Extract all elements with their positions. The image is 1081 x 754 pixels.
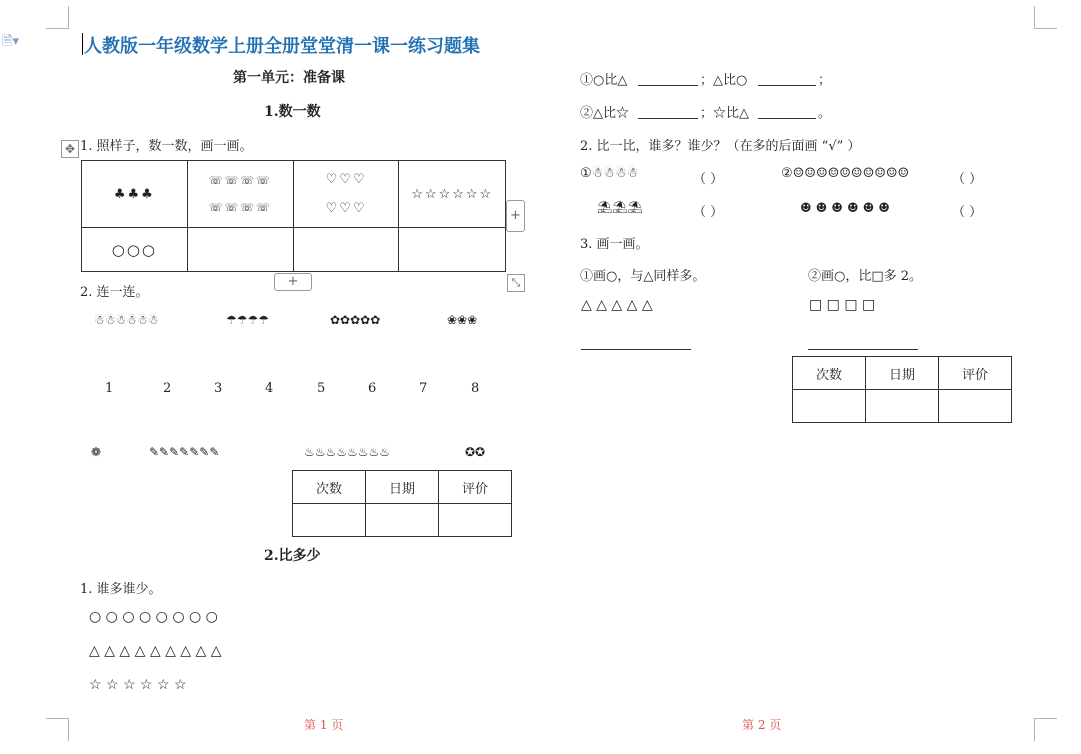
answer-blank[interactable] bbox=[638, 84, 698, 86]
cup-icons: ♨♨♨♨♨♨♨♨ bbox=[304, 445, 391, 459]
eval-cell[interactable] bbox=[439, 504, 512, 537]
number-5: 5 bbox=[317, 381, 326, 396]
crop-mark bbox=[46, 718, 69, 741]
draw-task-1: ①画○，与△同样多。 bbox=[580, 269, 706, 284]
smiley-compare-icons: ②☺☺☺☺☺☺☺☺☺☺ bbox=[781, 166, 910, 181]
eval-header: 日期 bbox=[366, 471, 439, 504]
snowman-icons: ☃☃☃☃☃☃ bbox=[94, 313, 159, 327]
page-number-2: 第 2 页 bbox=[742, 718, 782, 732]
phone-icons: ☏☏☏☏ bbox=[208, 174, 272, 187]
number-3: 3 bbox=[214, 381, 223, 396]
number-4: 4 bbox=[265, 381, 274, 396]
eval-header: 评价 bbox=[439, 471, 512, 504]
q1-cell-empty[interactable] bbox=[399, 228, 506, 272]
crop-mark bbox=[46, 6, 69, 29]
paren-blank[interactable]: （ ） bbox=[952, 205, 983, 220]
table-move-handle[interactable]: ✥ bbox=[61, 140, 79, 158]
circle-row: ○ ○ ○ ○ ○ ○ ○ ○ bbox=[89, 609, 218, 625]
pencil-icons: ✎✎✎✎✎✎✎ bbox=[149, 445, 220, 459]
lesson1-title: 1.数一数 bbox=[264, 104, 321, 120]
compare-line-1c: ； bbox=[818, 73, 832, 88]
ball-icon: ❁ bbox=[91, 445, 102, 459]
compare-line-1a: ①○比△ bbox=[580, 73, 628, 88]
draw-text: 3. 画一画。 bbox=[580, 237, 649, 252]
eval-cell[interactable] bbox=[939, 390, 1012, 423]
add-column-button[interactable]: + bbox=[506, 200, 525, 232]
q1-cell bbox=[399, 161, 506, 228]
eval-header: 日期 bbox=[866, 357, 939, 390]
draw-task-2: ②画○，比□多 2。 bbox=[808, 269, 923, 284]
draw-squares: □ □ □ □ bbox=[809, 297, 876, 313]
umbrella-compare-icons: ⛱⛱⛱ bbox=[597, 200, 643, 214]
star-row: ☆ ☆ ☆ ☆ ☆ ☆ bbox=[89, 677, 187, 693]
snowman-compare-icons: ①☃☃☃☃ bbox=[580, 166, 639, 181]
compare-text: 2. 比一比，谁多？谁少？（在多的后面画 “√” ） bbox=[580, 139, 861, 154]
phone-icons: ☏☏☏☏ bbox=[208, 201, 272, 214]
eval-cell[interactable] bbox=[866, 390, 939, 423]
eval-cell[interactable] bbox=[366, 504, 439, 537]
eval-table-1 bbox=[292, 470, 512, 537]
draw-answer-line[interactable] bbox=[581, 348, 691, 350]
circle-icons: ○○○ bbox=[111, 240, 157, 259]
clubs-icons: ♣♣♣ bbox=[113, 186, 155, 202]
compare-line-1b: ；△比○ bbox=[700, 73, 748, 88]
paren-blank[interactable]: （ ） bbox=[693, 205, 724, 220]
eval-cell[interactable] bbox=[793, 390, 866, 423]
eval-table-2 bbox=[792, 356, 1012, 423]
q1-cell-empty[interactable] bbox=[293, 228, 399, 272]
number-6: 6 bbox=[368, 381, 377, 396]
lesson2-title: 2.比多少 bbox=[264, 548, 321, 564]
number-1: 1 bbox=[105, 381, 114, 396]
eval-header: 次数 bbox=[793, 357, 866, 390]
q3-text: 1. 谁多谁少。 bbox=[80, 582, 162, 597]
q1-cell bbox=[82, 228, 188, 272]
answer-blank[interactable] bbox=[638, 117, 698, 119]
table-resize-handle[interactable]: ⤡ bbox=[507, 274, 525, 292]
heart-icons: ♡♡♡ bbox=[325, 172, 367, 187]
cursor-caret bbox=[82, 33, 83, 55]
number-8: 8 bbox=[471, 381, 480, 396]
umbrella-icons: ☂☂☂☂ bbox=[226, 313, 270, 327]
face-compare-icons: ☻☻☻☻☻☻ bbox=[800, 201, 894, 216]
triangle-row: △ △ △ △ △ △ △ △ △ bbox=[89, 643, 222, 659]
draw-answer-line[interactable] bbox=[808, 348, 918, 350]
compare-line-2c: 。 bbox=[818, 106, 832, 121]
doc-title: 人教版一年级数学上册全册堂堂清一课一练习题集 bbox=[84, 36, 480, 57]
unit-title: 第一单元：准备课 bbox=[233, 70, 345, 86]
eval-cell[interactable] bbox=[293, 504, 366, 537]
blossom-icons: ❀❀❀ bbox=[447, 313, 478, 327]
q1-cell bbox=[293, 161, 399, 228]
heart-icons: ♡♡♡ bbox=[325, 201, 367, 216]
paren-blank[interactable]: （ ） bbox=[952, 172, 983, 187]
eval-header: 次数 bbox=[293, 471, 366, 504]
q1-text: 1. 照样子，数一数，画一画。 bbox=[80, 139, 253, 154]
flower-icons: ✿✿✿✿✿ bbox=[330, 313, 381, 327]
eval-header: 评价 bbox=[939, 357, 1012, 390]
compare-line-2b: ；☆比△ bbox=[700, 106, 749, 121]
crop-mark bbox=[1034, 718, 1057, 741]
badge-icons: ✪✪ bbox=[465, 445, 486, 459]
star-icons: ☆☆☆☆☆☆ bbox=[411, 186, 494, 202]
answer-blank[interactable] bbox=[758, 84, 816, 86]
number-7: 7 bbox=[419, 381, 428, 396]
compare-line-2a: ②△比☆ bbox=[580, 106, 629, 121]
document-icon[interactable]: 🗎▾ bbox=[2, 34, 19, 49]
answer-blank[interactable] bbox=[758, 117, 816, 119]
q1-cell bbox=[187, 161, 293, 228]
q1-table bbox=[81, 160, 506, 272]
number-2: 2 bbox=[163, 381, 172, 396]
crop-mark bbox=[1034, 6, 1057, 29]
draw-triangles: △ △ △ △ △ bbox=[581, 297, 653, 313]
q1-cell bbox=[82, 161, 188, 228]
paren-blank[interactable]: （ ） bbox=[693, 172, 724, 187]
q1-cell-empty[interactable] bbox=[187, 228, 293, 272]
q2-text: 2. 连一连。 bbox=[80, 285, 149, 300]
page-number-1: 第 1 页 bbox=[304, 718, 344, 732]
add-row-button[interactable]: + bbox=[274, 273, 312, 291]
